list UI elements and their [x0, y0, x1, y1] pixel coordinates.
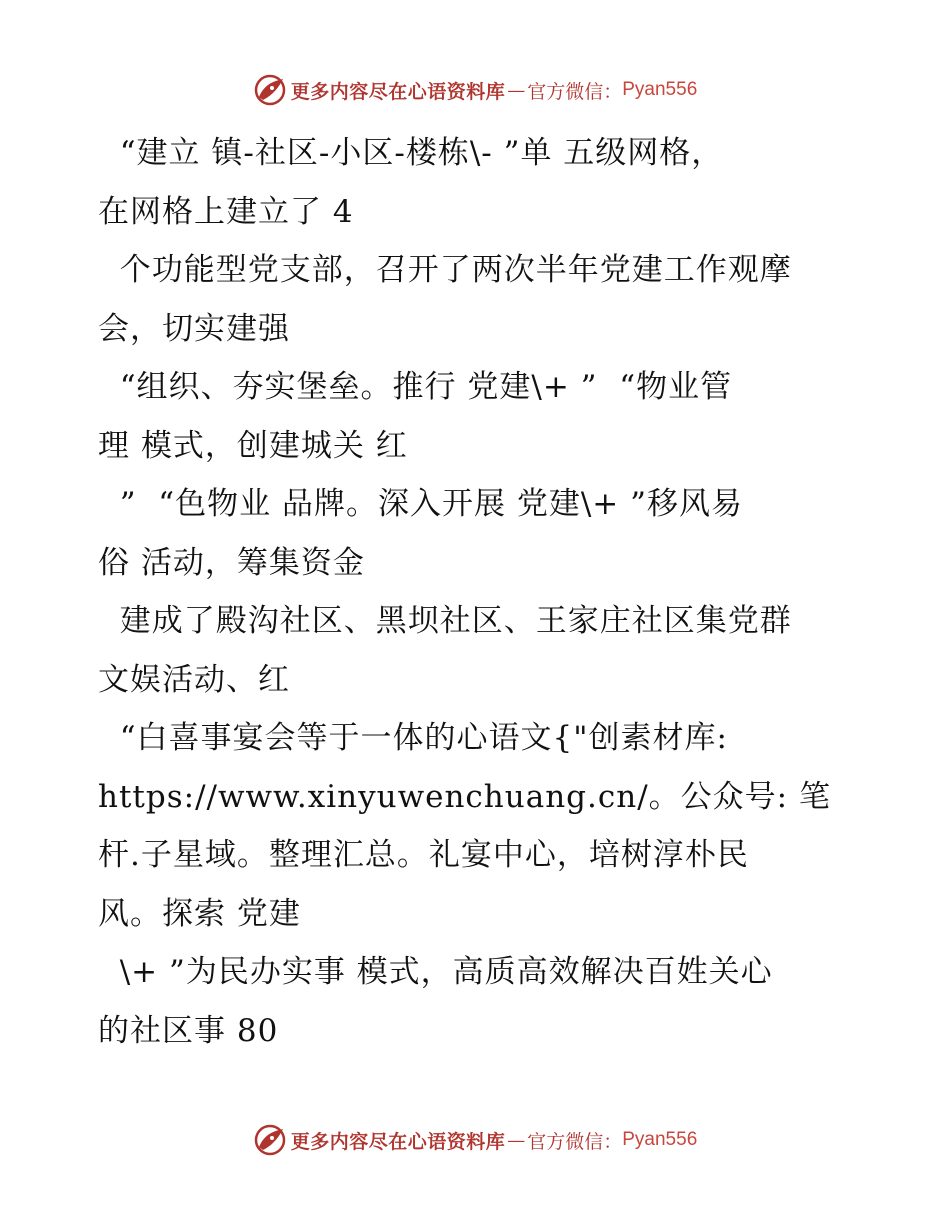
- text-line: 会，切实建强: [98, 310, 290, 347]
- text-line: 杆.子星域。整理汇总。礼宴中心，培树淳朴民: [98, 837, 749, 873]
- header-watermark: [0, 70, 950, 110]
- pen-nib-logo-icon: [253, 73, 287, 107]
- text-line: “组织、夯实堡垒。推行 党建\+ ” “物业管: [98, 369, 733, 405]
- pen-nib-logo-icon: [253, 1123, 287, 1157]
- text-line: 文娱活动、红: [98, 661, 290, 698]
- wechat-handle: Pyan556: [622, 1129, 698, 1150]
- text-line: 建成了殿沟社区、黑坝社区、王家庄社区集党群: [98, 603, 792, 639]
- text-line: “建立 镇-社区-小区-楼栋\- ”单 五级网格，: [98, 135, 724, 171]
- separator-dash: —: [507, 1129, 526, 1151]
- text-line: ” “色物业 品牌。深入开展 党建\+ ”移风易: [98, 486, 743, 522]
- brand-text: 更多内容尽在心语资料库: [290, 1130, 506, 1153]
- wechat-handle: Pyan556: [622, 79, 698, 100]
- text-line: 在网格上建立了 4: [98, 193, 354, 230]
- wechat-label: 官方微信：: [527, 80, 623, 103]
- brand-text: 更多内容尽在心语资料库: [290, 80, 506, 103]
- text-line: 的社区事 80: [98, 1012, 279, 1049]
- document-body: [98, 124, 858, 1060]
- text-line: “白喜事宴会等于一体的心语文{"创素材库:: [98, 720, 728, 756]
- footer-watermark: [0, 1120, 950, 1160]
- text-line: \+ ”为民办实事 模式，高质高效解决百姓关心: [98, 954, 773, 990]
- wechat-label: 官方微信：: [527, 1130, 623, 1153]
- text-line: 风。探索 党建: [98, 895, 301, 932]
- text-line: 个功能型党支部，召开了两次半年党建工作观摩: [98, 252, 792, 288]
- separator-dash: —: [507, 79, 526, 101]
- text-line: 俗 活动，筹集资金: [98, 544, 365, 581]
- text-line: https://www.xinyuwenchuang.cn/。公众号: 笔: [98, 778, 831, 815]
- text-line: 理 模式，创建城关 红: [98, 427, 408, 464]
